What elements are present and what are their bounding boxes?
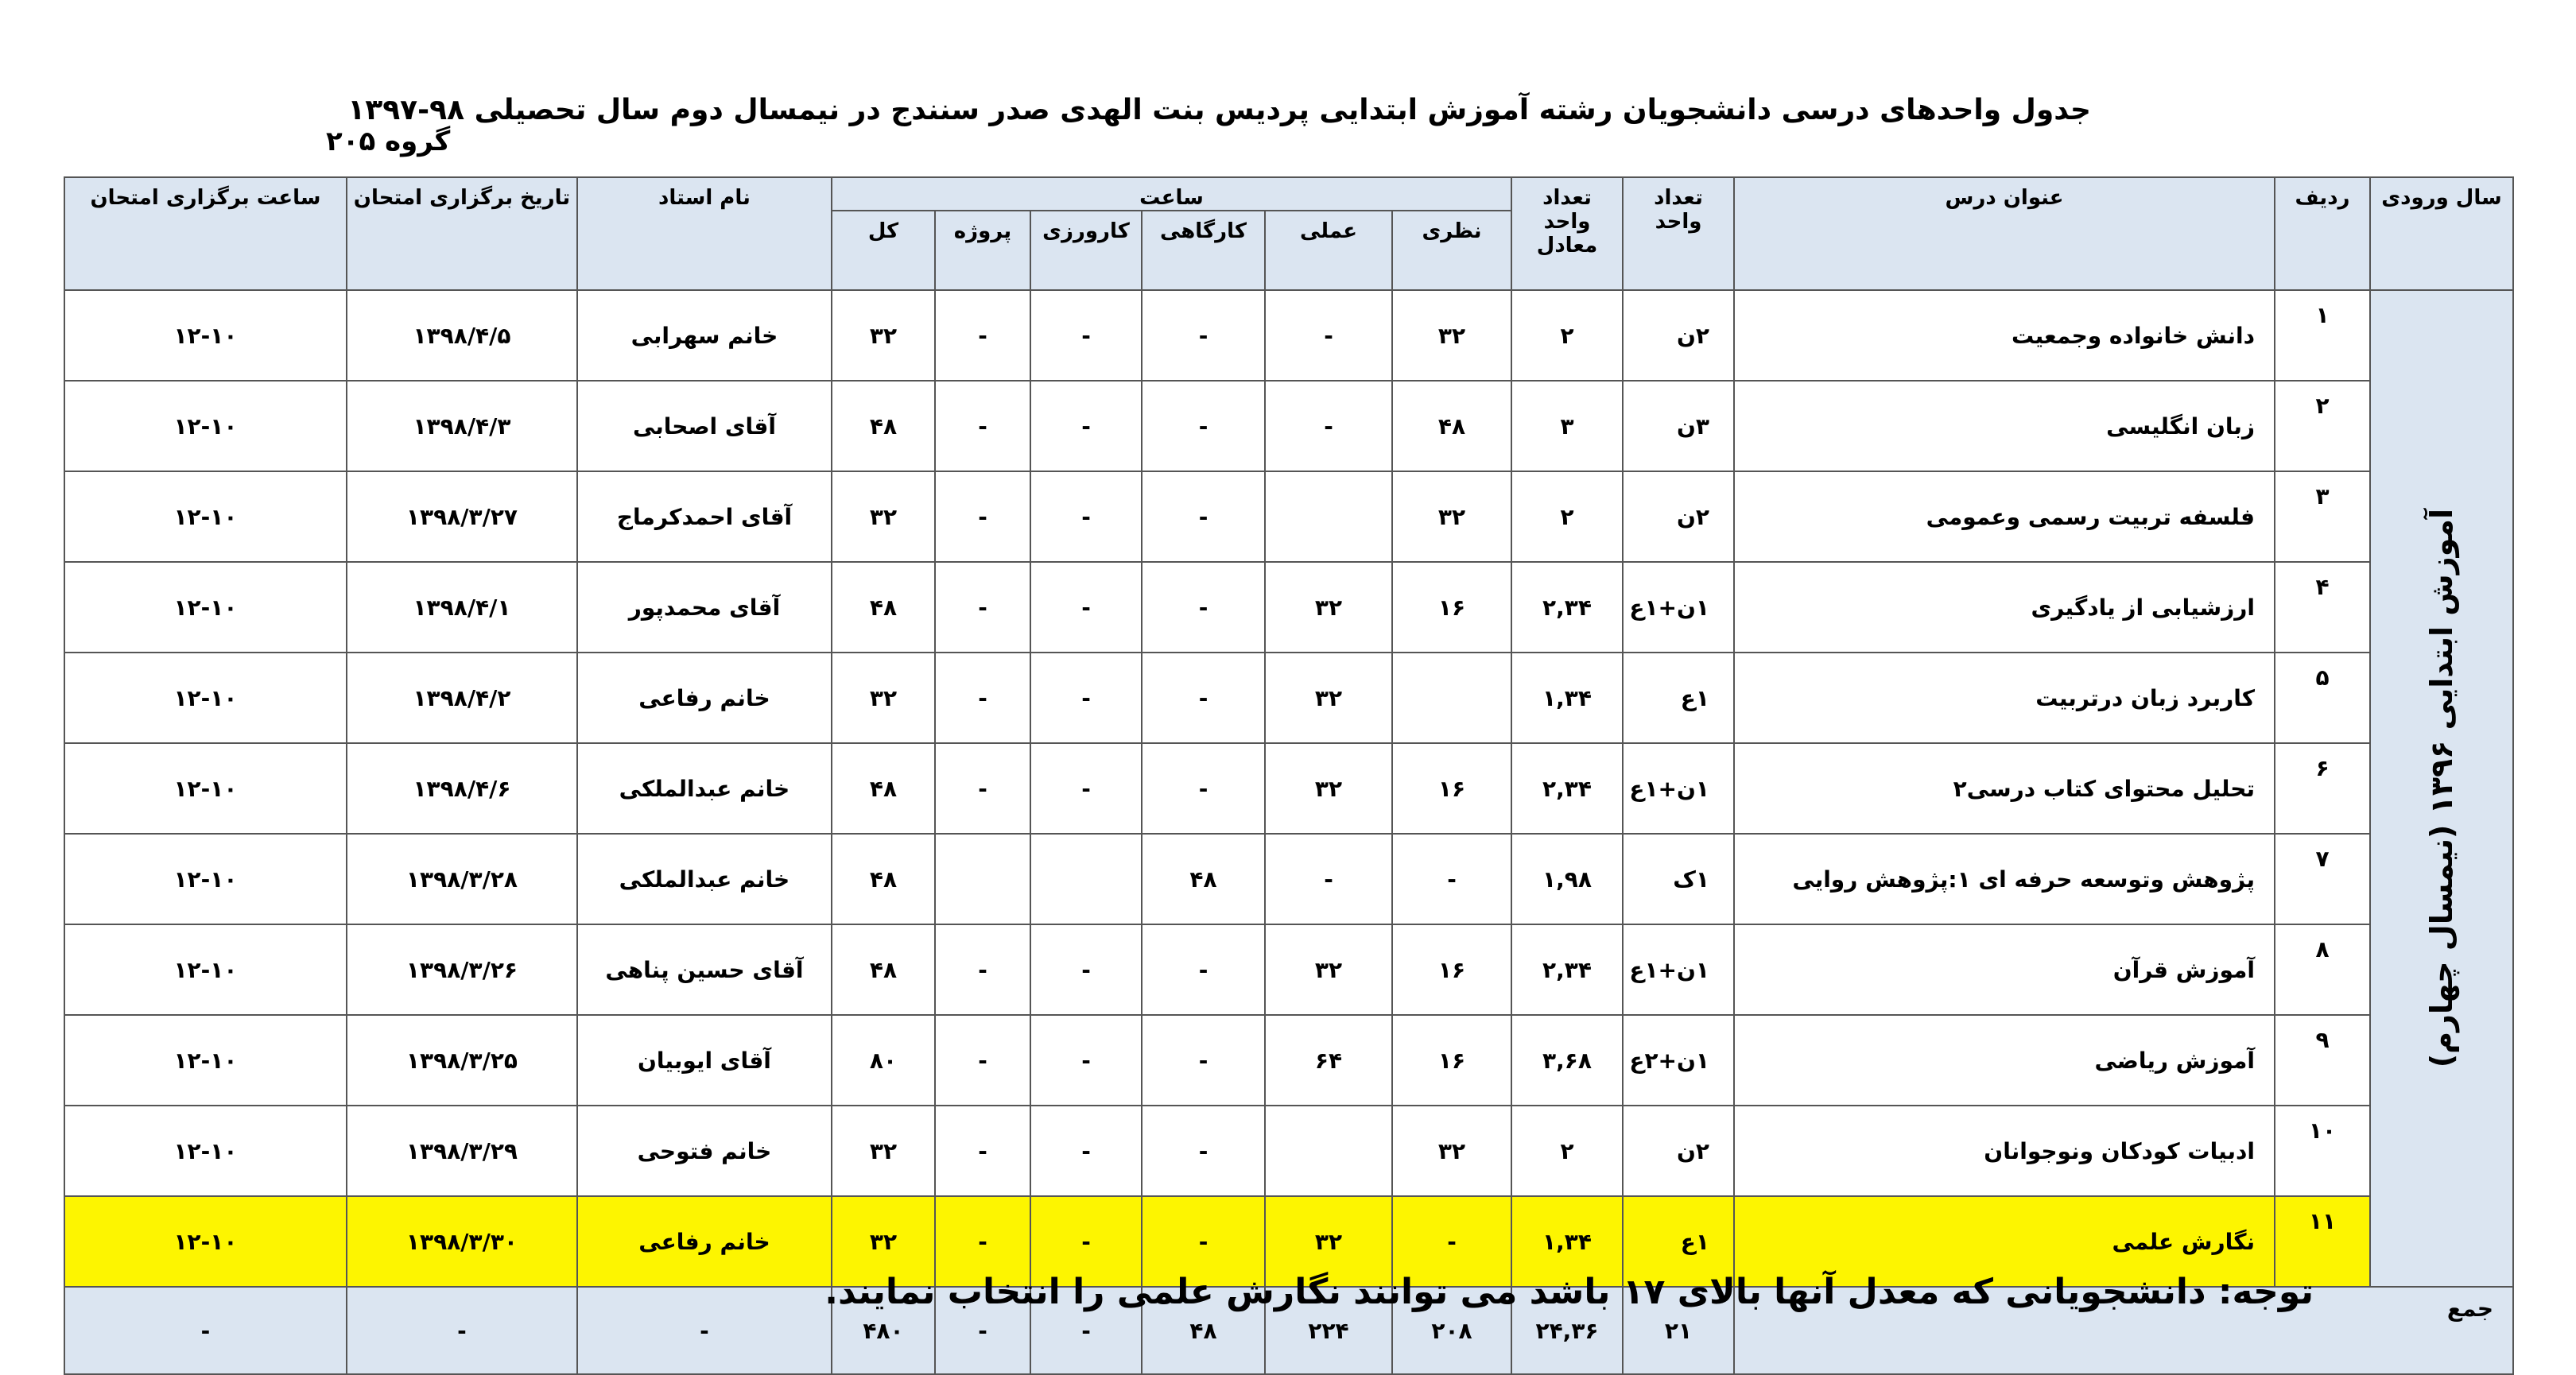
cell-project-hours: - bbox=[935, 924, 1030, 1015]
cell-units: ۲ن bbox=[1623, 1106, 1734, 1196]
cell-course-title: آموزش ریاضی bbox=[1734, 1015, 2275, 1106]
cell-project-hours: - bbox=[935, 562, 1030, 653]
totals-exam-time: - bbox=[64, 1287, 347, 1374]
cell-exam-date: ۱۳۹۸/۳/۳۰ bbox=[347, 1196, 577, 1287]
cell-total-hours: ۸۰ bbox=[832, 1015, 935, 1106]
cell-row-number: ۹ bbox=[2275, 1015, 2370, 1106]
header-workshop: کارگاهی bbox=[1142, 211, 1265, 290]
cell-workshop-hours: - bbox=[1142, 1015, 1265, 1106]
course-rows bbox=[64, 290, 2513, 1287]
cell-row-number: ۶ bbox=[2275, 743, 2370, 834]
cell-project-hours: - bbox=[935, 743, 1030, 834]
header-hours: ساعت bbox=[832, 177, 1511, 211]
totals-practical: ۲۲۴ bbox=[1265, 1287, 1392, 1374]
header-internship: کارورزی bbox=[1030, 211, 1142, 290]
cell-row-number: ۴ bbox=[2275, 562, 2370, 653]
cell-units: ۳ن bbox=[1623, 381, 1734, 471]
cell-units: ۱ن+۱ع bbox=[1623, 924, 1734, 1015]
cell-exam-time: ۱۲-۱۰ bbox=[64, 924, 347, 1015]
table-row bbox=[64, 1015, 2513, 1106]
totals-units: ۲۱ bbox=[1623, 1287, 1734, 1374]
cell-theory-hours: ۱۶ bbox=[1392, 743, 1511, 834]
cell-exam-time: ۱۲-۱۰ bbox=[64, 834, 347, 924]
cell-theory-hours bbox=[1392, 653, 1511, 743]
cell-practical-hours: - bbox=[1265, 290, 1392, 381]
cell-total-hours: ۴۸ bbox=[832, 924, 935, 1015]
cell-internship-hours: - bbox=[1030, 653, 1142, 743]
cell-internship-hours: - bbox=[1030, 1106, 1142, 1196]
cell-exam-date: ۱۳۹۸/۴/۱ bbox=[347, 562, 577, 653]
cell-total-hours: ۴۸ bbox=[832, 562, 935, 653]
cell-instructor: آقای اصحابی bbox=[577, 381, 832, 471]
cell-total-hours: ۳۲ bbox=[832, 471, 935, 562]
header-entry-year: سال ورودی bbox=[2370, 177, 2513, 290]
cell-instructor: آقای احمدکرماج bbox=[577, 471, 832, 562]
cell-units: ۲ن bbox=[1623, 471, 1734, 562]
cell-units: ۱ن+۲ع bbox=[1623, 1015, 1734, 1106]
table-row bbox=[64, 1106, 2513, 1196]
cell-project-hours: - bbox=[935, 381, 1030, 471]
cell-equivalent-units: ۳,۶۸ bbox=[1511, 1015, 1623, 1106]
cell-workshop-hours: - bbox=[1142, 290, 1265, 381]
cell-equivalent-units: ۱,۹۸ bbox=[1511, 834, 1623, 924]
cell-course-title: تحلیل محتوای کتاب درسی۲ bbox=[1734, 743, 2275, 834]
cell-practical-hours: ۳۲ bbox=[1265, 562, 1392, 653]
cell-theory-hours: ۳۲ bbox=[1392, 290, 1511, 381]
cell-equivalent-units: ۲,۳۴ bbox=[1511, 743, 1623, 834]
cell-internship-hours: - bbox=[1030, 924, 1142, 1015]
totals-theory: ۲۰۸ bbox=[1392, 1287, 1511, 1374]
cell-workshop-hours: - bbox=[1142, 1196, 1265, 1287]
cell-internship-hours: - bbox=[1030, 743, 1142, 834]
cell-project-hours: - bbox=[935, 471, 1030, 562]
cell-practical-hours: - bbox=[1265, 834, 1392, 924]
cell-exam-date: ۱۳۹۸/۳/۲۹ bbox=[347, 1106, 577, 1196]
cell-exam-time: ۱۲-۱۰ bbox=[64, 471, 347, 562]
cell-internship-hours bbox=[1030, 834, 1142, 924]
cell-total-hours: ۳۲ bbox=[832, 1106, 935, 1196]
cell-workshop-hours: - bbox=[1142, 1106, 1265, 1196]
cell-total-hours: ۴۸ bbox=[832, 834, 935, 924]
cell-row-number: ۳ bbox=[2275, 471, 2370, 562]
cell-total-hours: ۳۲ bbox=[832, 290, 935, 381]
cell-instructor: خانم فتوحی bbox=[577, 1106, 832, 1196]
cell-workshop-hours: - bbox=[1142, 924, 1265, 1015]
cell-theory-hours: - bbox=[1392, 1196, 1511, 1287]
cell-workshop-hours: - bbox=[1142, 562, 1265, 653]
cell-row-number: ۵ bbox=[2275, 653, 2370, 743]
totals-label: جمع bbox=[1734, 1287, 2513, 1374]
table-row bbox=[64, 834, 2513, 924]
cell-equivalent-units: ۲ bbox=[1511, 290, 1623, 381]
cell-project-hours: - bbox=[935, 1015, 1030, 1106]
cell-units: ۱ع bbox=[1623, 1196, 1734, 1287]
cell-units: ۱ک bbox=[1623, 834, 1734, 924]
header-theory: نظری bbox=[1392, 211, 1511, 290]
cell-exam-date: ۱۳۹۸/۳/۲۵ bbox=[347, 1015, 577, 1106]
cell-instructor: خانم عبدالملکی bbox=[577, 834, 832, 924]
cell-practical-hours: ۶۴ bbox=[1265, 1015, 1392, 1106]
page-title: جدول واحدهای درسی دانشجویان رشته آموزش ابتدایی پردیس بنت الهدی صدر سنندج در نیمسال دوم سال تحصیلی ۹۸-۱۳۹۷ bbox=[347, 94, 2091, 126]
header-exam-time: ساعت برگزاری امتحان bbox=[64, 177, 347, 290]
header-equivalent-units: تعداد واحد معادل bbox=[1511, 177, 1623, 290]
cell-exam-time: ۱۲-۱۰ bbox=[64, 290, 347, 381]
cell-exam-time: ۱۲-۱۰ bbox=[64, 653, 347, 743]
cell-instructor: خانم رفاعی bbox=[577, 653, 832, 743]
cell-equivalent-units: ۲,۳۴ bbox=[1511, 924, 1623, 1015]
table-row bbox=[64, 653, 2513, 743]
cell-exam-time: ۱۲-۱۰ bbox=[64, 1106, 347, 1196]
table-row bbox=[64, 381, 2513, 471]
cell-exam-time: ۱۲-۱۰ bbox=[64, 381, 347, 471]
table-row bbox=[64, 562, 2513, 653]
entry-year-cell bbox=[2370, 290, 2513, 1287]
cell-total-hours: ۴۸ bbox=[832, 743, 935, 834]
cell-project-hours: - bbox=[935, 1196, 1030, 1287]
cell-exam-date: ۱۳۹۸/۳/۲۸ bbox=[347, 834, 577, 924]
cell-project-hours: - bbox=[935, 290, 1030, 381]
cell-exam-time: ۱۲-۱۰ bbox=[64, 743, 347, 834]
cell-instructor: خانم رفاعی bbox=[577, 1196, 832, 1287]
cell-practical-hours: - bbox=[1265, 381, 1392, 471]
cell-course-title: آموزش قرآن bbox=[1734, 924, 2275, 1015]
table-row bbox=[64, 290, 2513, 381]
cell-row-number: ۷ bbox=[2275, 834, 2370, 924]
cell-instructor: آقای حسین پناهی bbox=[577, 924, 832, 1015]
cell-row-number: ۱۱ bbox=[2275, 1196, 2370, 1287]
cell-exam-time: ۱۲-۱۰ bbox=[64, 562, 347, 653]
entry-group-label: آموزش ابتدایی ۱۳۹۶ (نیمسال چهارم) bbox=[2424, 509, 2459, 1068]
cell-instructor: آقای محمدپور bbox=[577, 562, 832, 653]
note-text: توجه: دانشجویانی که معدل آنها بالای ۱۷ باشد می توانند نگارش علمی را انتخاب نمایند. bbox=[824, 1272, 2314, 1312]
cell-equivalent-units: ۳ bbox=[1511, 381, 1623, 471]
table-row bbox=[64, 743, 2513, 834]
group-label: گروه ۲۰۵ bbox=[326, 126, 451, 157]
cell-practical-hours bbox=[1265, 1106, 1392, 1196]
cell-units: ۱ن+۱ع bbox=[1623, 562, 1734, 653]
cell-equivalent-units: ۲,۳۴ bbox=[1511, 562, 1623, 653]
cell-practical-hours: ۳۲ bbox=[1265, 743, 1392, 834]
cell-exam-date: ۱۳۹۸/۴/۳ bbox=[347, 381, 577, 471]
header-project: پروژه bbox=[935, 211, 1030, 290]
cell-theory-hours: ۳۲ bbox=[1392, 1106, 1511, 1196]
cell-project-hours: - bbox=[935, 1106, 1030, 1196]
totals-project: - bbox=[935, 1287, 1030, 1374]
cell-exam-date: ۱۳۹۸/۳/۲۶ bbox=[347, 924, 577, 1015]
cell-row-number: ۲ bbox=[2275, 381, 2370, 471]
cell-exam-date: ۱۳۹۸/۳/۲۷ bbox=[347, 471, 577, 562]
cell-instructor: آقای ایوبیان bbox=[577, 1015, 832, 1106]
cell-theory-hours: ۱۶ bbox=[1392, 1015, 1511, 1106]
cell-course-title: ارزشیابی از یادگیری bbox=[1734, 562, 2275, 653]
cell-course-title: نگارش علمی bbox=[1734, 1196, 2275, 1287]
cell-workshop-hours: - bbox=[1142, 653, 1265, 743]
cell-exam-date: ۱۳۹۸/۴/۵ bbox=[347, 290, 577, 381]
cell-exam-time: ۱۲-۱۰ bbox=[64, 1196, 347, 1287]
cell-equivalent-units: ۱,۳۴ bbox=[1511, 653, 1623, 743]
header-row-1 bbox=[64, 177, 2513, 211]
cell-workshop-hours: ۴۸ bbox=[1142, 834, 1265, 924]
totals-internship: - bbox=[1030, 1287, 1142, 1374]
header-row-number: ردیف bbox=[2275, 177, 2370, 290]
cell-course-title: دانش خانواده وجمعیت bbox=[1734, 290, 2275, 381]
course-table bbox=[64, 176, 2514, 1375]
totals-total: ۴۸۰ bbox=[832, 1287, 935, 1374]
cell-equivalent-units: ۲ bbox=[1511, 1106, 1623, 1196]
cell-workshop-hours: - bbox=[1142, 471, 1265, 562]
cell-course-title: پژوهش وتوسعه حرفه ای ۱:پژوهش روایی bbox=[1734, 834, 2275, 924]
cell-internship-hours: - bbox=[1030, 562, 1142, 653]
cell-total-hours: ۳۲ bbox=[832, 653, 935, 743]
cell-equivalent-units: ۲ bbox=[1511, 471, 1623, 562]
header-course-title: عنوان درس bbox=[1734, 177, 2275, 290]
cell-row-number: ۱۰ bbox=[2275, 1106, 2370, 1196]
totals-instructor: - bbox=[577, 1287, 832, 1374]
cell-units: ۱ع bbox=[1623, 653, 1734, 743]
cell-course-title: زبان انگلیسی bbox=[1734, 381, 2275, 471]
cell-exam-date: ۱۳۹۸/۴/۶ bbox=[347, 743, 577, 834]
cell-internship-hours: - bbox=[1030, 290, 1142, 381]
cell-theory-hours: ۱۶ bbox=[1392, 924, 1511, 1015]
totals-equivalent-units: ۲۴,۳۶ bbox=[1511, 1287, 1623, 1374]
table-row bbox=[64, 924, 2513, 1015]
cell-course-title: کاربرد زبان درتربیت bbox=[1734, 653, 2275, 743]
cell-exam-time: ۱۲-۱۰ bbox=[64, 1015, 347, 1106]
cell-practical-hours: ۳۲ bbox=[1265, 924, 1392, 1015]
cell-workshop-hours: - bbox=[1142, 743, 1265, 834]
course-table-wrapper bbox=[65, 176, 2514, 1375]
cell-course-title: ادبیات کودکان ونوجوانان bbox=[1734, 1106, 2275, 1196]
cell-instructor: خانم سهرابی bbox=[577, 290, 832, 381]
cell-units: ۱ن+۱ع bbox=[1623, 743, 1734, 834]
cell-theory-hours: ۳۲ bbox=[1392, 471, 1511, 562]
header-instructor: نام استاد bbox=[577, 177, 832, 290]
cell-practical-hours: ۳۲ bbox=[1265, 653, 1392, 743]
cell-total-hours: ۳۲ bbox=[832, 1196, 935, 1287]
cell-theory-hours: - bbox=[1392, 834, 1511, 924]
cell-exam-date: ۱۳۹۸/۴/۲ bbox=[347, 653, 577, 743]
cell-instructor: خانم عبدالملکی bbox=[577, 743, 832, 834]
cell-internship-hours: - bbox=[1030, 381, 1142, 471]
header-units: تعداد واحد bbox=[1623, 177, 1734, 290]
cell-practical-hours: ۳۲ bbox=[1265, 1196, 1392, 1287]
cell-row-number: ۸ bbox=[2275, 924, 2370, 1015]
cell-internship-hours: - bbox=[1030, 1015, 1142, 1106]
cell-project-hours: - bbox=[935, 653, 1030, 743]
cell-units: ۲ن bbox=[1623, 290, 1734, 381]
cell-course-title: فلسفه تربیت رسمی وعمومی bbox=[1734, 471, 2275, 562]
header-practical: عملی bbox=[1265, 211, 1392, 290]
cell-practical-hours bbox=[1265, 471, 1392, 562]
header-exam-date: تاریخ برگزاری امتحان bbox=[347, 177, 577, 290]
totals-exam-date: - bbox=[347, 1287, 577, 1374]
totals-workshop: ۴۸ bbox=[1142, 1287, 1265, 1374]
cell-total-hours: ۴۸ bbox=[832, 381, 935, 471]
cell-workshop-hours: - bbox=[1142, 381, 1265, 471]
cell-internship-hours: - bbox=[1030, 471, 1142, 562]
cell-theory-hours: ۱۶ bbox=[1392, 562, 1511, 653]
header-total: کل bbox=[832, 211, 935, 290]
cell-theory-hours: ۴۸ bbox=[1392, 381, 1511, 471]
cell-project-hours bbox=[935, 834, 1030, 924]
cell-equivalent-units: ۱,۳۴ bbox=[1511, 1196, 1623, 1287]
cell-internship-hours: - bbox=[1030, 1196, 1142, 1287]
cell-row-number: ۱ bbox=[2275, 290, 2370, 381]
table-row bbox=[64, 471, 2513, 562]
